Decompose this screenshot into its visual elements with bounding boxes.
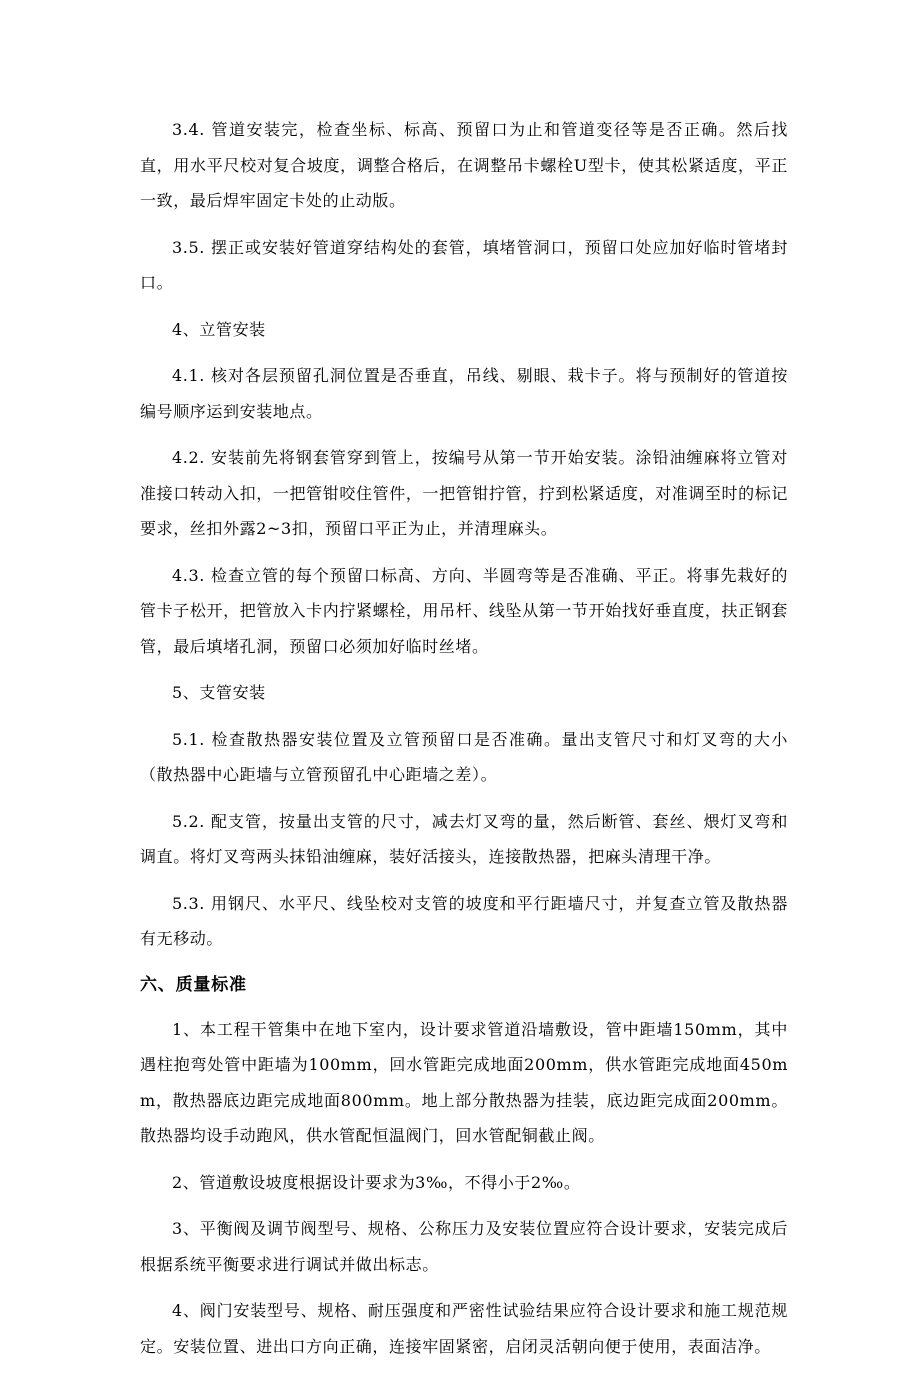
paragraph-quality-4: 4、阀门安装型号、规格、耐压强度和严密性试验结果应符合设计要求和施工规范规定。安装位置、进出口方向正确，连接牢固紧密，启闭灵活朝向便于使用，表面洁净。 <box>140 1301 788 1356</box>
paragraph-3-4: 3.4. 管道安装完，检查坐标、标高、预留口为止和管道变径等是否正确。然后找直，用水平尺校对复合坡度，调整合格后，在调整吊卡螺栓U型卡，使其松紧适度，平正一致，最后焊牢固定卡处的止动版。 <box>140 120 788 210</box>
paragraph-5-3: 5.3. 用钢尺、水平尺、线坠校对支管的坡度和平行距墙尺寸，并复查立管及散热器有无移动。 <box>140 893 788 948</box>
paragraph-4-2: 4.2. 安装前先将钢套管穿到管上，按编号从第一节开始安装。涂铅油缠麻将立管对准接口转动入扣，一把管钳咬住管件，一把管钳拧管，拧到松紧适度，对准调至时的标记要求，丝扣外露2~3扣，预留口平正为止，并清理麻头。 <box>140 448 788 538</box>
paragraph-quality-2: 2、管道敷设坡度根据设计要求为3‰，不得小于2‰。 <box>172 1172 581 1192</box>
paragraph-5-2: 5.2. 配支管，按量出支管的尺寸，减去灯叉弯的量，然后断管、套丝、煨灯叉弯和调直。将灯叉弯两头抹铅油缠麻，装好活接头，连接散热器，把麻头清理干净。 <box>140 811 788 866</box>
paragraph-4-1: 4.1. 核对各层预留孔洞位置是否垂直，吊线、剔眼、栽卡子。将与预制好的管道按编号顺序运到安装地点。 <box>140 366 788 421</box>
paragraph-5-1: 5.1. 检查散热器安装位置及立管预留口是否准确。量出支管尺寸和灯叉弯的大小（散热器中心距墙与立管预留孔中心距墙之差）。 <box>140 729 788 784</box>
paragraph-4-3: 4.3. 检查立管的每个预留口标高、方向、半圆弯等是否准确、平正。将事先栽好的管卡子松开，把管放入卡内拧紧螺栓，用吊杆、线坠从第一节开始找好垂直度，扶正钢套管，最后填堵孔洞，预留口必须加好临时丝堵。 <box>140 565 788 656</box>
paragraph-quality-3: 3、平衡阀及调节阀型号、规格、公称压力及安装位置应符合设计要求，安装完成后根据系统平衡要求进行调试并做出标志。 <box>140 1219 788 1274</box>
document-page <box>140 112 788 1375</box>
paragraph-quality-1: 1、本工程干管集中在地下室内，设计要求管道沿墙敷设，管中距墙150mm，其中遇柱抱弯处管中距墙为100mm，回水管距完成地面200mm，供水管距完成地面450mm，散热器底边距完成地面800mm。地上部分散热器为挂装，底边距完成面200mm。散热器均设手动跑风，供水管配恒温阀门，回水管配铜截止阀。 <box>140 1019 788 1145</box>
paragraph-3-5: 3.5. 摆正或安装好管道穿结构处的套管，填堵管洞口，预留口处应加好临时管堵封口。 <box>140 237 788 292</box>
subheading-branch-installation: 5、支管安装 <box>172 683 266 702</box>
section-heading-quality-standards: 六、质量标准 <box>140 974 247 995</box>
subheading-riser-installation: 4、立管安装 <box>172 319 266 339</box>
